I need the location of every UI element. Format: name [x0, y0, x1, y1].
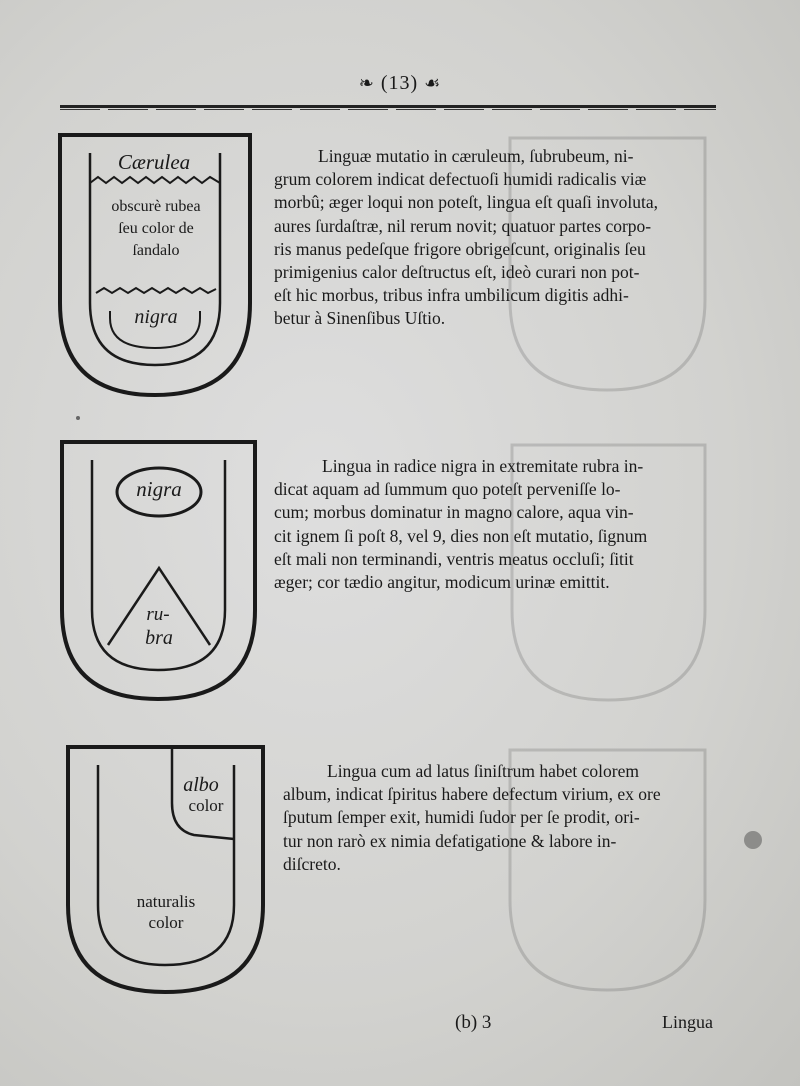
label-seu-color-de: ſeu color de	[118, 220, 194, 237]
p1-line-6: primigenius calor deſtructus eſt, ideò curari non pot-	[274, 262, 640, 283]
signature-mark: (b) 3	[455, 1012, 492, 1033]
p3-line-4: tur non rarò ex nimia defatigatione & labore in-	[283, 830, 617, 851]
label-obscure-rubea: obscurè rubea	[111, 198, 201, 215]
p3-line-3: ſputum ſemper exit, humidi ſudor per ſe prodit, ori-	[283, 807, 640, 828]
p2-line-5: eſt mali non terminandi, ventris meatus occluſi; ſitit	[274, 548, 634, 569]
margin-mark-1	[76, 416, 80, 420]
p2-line-6: æger; cor tædio angitur, modicum urinæ emittit.	[274, 572, 610, 593]
label-sandalo: ſandalo	[132, 242, 180, 259]
page-header	[0, 72, 800, 95]
p3-line-5: diſcreto.	[283, 853, 341, 874]
ornament-left-icon: ❧	[358, 73, 375, 93]
tongue-figure-1	[58, 133, 253, 398]
p1-line-2: grum colorem indicat defectuoſi humidi radicalis viæ	[274, 169, 647, 190]
label-nigra-2: nigra	[136, 477, 182, 501]
label-caerulea: Cærulea	[117, 150, 191, 174]
p2-line-3: cum; morbus dominatur in magno calore, aqua vin-	[274, 502, 634, 523]
label-color-albo: color	[188, 796, 224, 815]
paragraph-2	[274, 455, 714, 594]
margin-stain	[744, 831, 762, 849]
label-nigra: nigra	[134, 306, 178, 328]
label-color-naturalis: color	[148, 913, 184, 932]
p1-line-1: Linguæ mutatio in cæruleum, ſubrubeum, ni-	[318, 146, 634, 166]
label-ru: ru-	[146, 604, 170, 625]
ornament-right-icon: ☙	[424, 73, 442, 93]
page-number: (13)	[380, 72, 419, 94]
paragraph-3	[283, 760, 719, 876]
label-bra: bra	[145, 627, 173, 649]
catchword: Lingua	[662, 1012, 713, 1032]
p2-line-2: dicat aquam ad ſummum quo poteſt perveniſſe lo-	[274, 479, 621, 500]
tongue-figure-3	[66, 745, 266, 995]
label-naturalis: naturalis	[136, 892, 196, 911]
p3-line-1: Lingua cum ad latus ſiniſtrum habet colorem	[327, 761, 640, 781]
p1-line-5: ris manus pedeſque frigore obrigeſcunt, originalis ſeu	[274, 238, 646, 259]
tongue-outline-3	[66, 745, 266, 995]
p1-line-3: morbû; æger loqui non poteſt, lingua eſt quaſi involuta,	[274, 192, 658, 213]
label-albo: albo	[183, 774, 219, 796]
p1-line-8: betur à Sinenſibus Uſtio.	[274, 308, 446, 329]
p1-line-4: aures ſurdaſtræ, nil rerum novit; quatuor partes corpo-	[274, 215, 652, 236]
header-rule	[60, 105, 716, 108]
paragraph-1	[274, 145, 710, 331]
p3-line-2: album, indicat ſpiritus habere defectum virium, ex ore	[283, 784, 661, 805]
p1-line-7: eſt hic morbus, tribus infra umbilicum digitis adhi-	[274, 285, 629, 306]
p2-line-4: cit ignem ſi poſt 8, vel 9, dies non eſt mutatio, ſignum	[274, 525, 648, 546]
p2-line-1: Lingua in radice nigra in extremitate rubra in-	[322, 456, 644, 476]
tongue-figure-2	[60, 440, 258, 702]
